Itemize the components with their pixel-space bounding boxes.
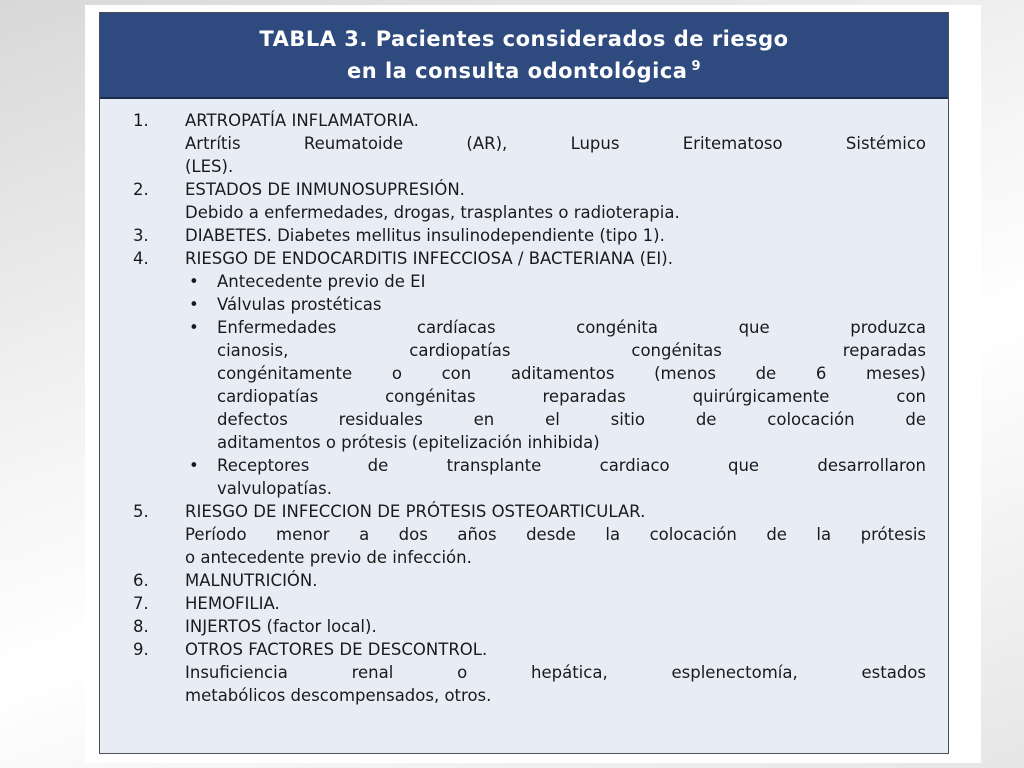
- item-number: 8.: [133, 617, 149, 636]
- list-item-7: [133, 592, 926, 615]
- bullet-text-line: cardiopatías congénitas reparadas quirúrgicamente con: [217, 387, 926, 406]
- item-text-line: (LES).: [185, 157, 234, 176]
- list-item-1: [133, 109, 926, 178]
- table-title-line-2: [347, 53, 701, 85]
- table-title-line-1: TABLA 3. Pacientes considerados de riesgo: [259, 26, 789, 51]
- list-item-6: [133, 569, 926, 592]
- item-number: 6.: [133, 571, 149, 590]
- item-number: 9.: [133, 640, 149, 659]
- item-heading: MALNUTRICIÓN.: [185, 571, 318, 590]
- bullet-item: [185, 454, 926, 500]
- table-body: [100, 99, 948, 707]
- bullet-text-line: cianosis, cardiopatías congénitas reparadas: [217, 341, 926, 360]
- item-heading: RIESGO DE INFECCION DE PRÓTESIS OSTEOARTICULAR.: [185, 502, 646, 521]
- item-number: 5.: [133, 502, 149, 521]
- item-heading: HEMOFILIA.: [185, 594, 280, 613]
- item-heading: RIESGO DE ENDOCARDITIS INFECCIOSA / BACTERIANA (EI).: [185, 249, 673, 268]
- item-heading: INJERTOS (factor local).: [185, 617, 377, 636]
- table-header: [100, 13, 948, 99]
- table-title-reference: 9: [691, 58, 701, 74]
- bullet-text-line: Antecedente previo de EI: [217, 272, 426, 291]
- risk-patients-table: [99, 12, 949, 754]
- item-text-line: metabólicos descompensados, otros.: [185, 686, 492, 705]
- bullet-text-line: aditamentos o prótesis (epitelización inhibida): [217, 433, 600, 452]
- item-text-line: o antecedente previo de infección.: [185, 548, 472, 567]
- item-heading: ESTADOS DE INMUNOSUPRESIÓN.: [185, 180, 465, 199]
- list-item-5: [133, 500, 926, 569]
- list-item-3: [133, 224, 926, 247]
- item-number: 2.: [133, 180, 149, 199]
- bullet-dot-icon: •: [189, 272, 199, 291]
- item-heading: ARTROPATÍA INFLAMATORIA.: [185, 111, 419, 130]
- item-text-line: Debido a enfermedades, drogas, trasplantes o radioterapia.: [185, 203, 680, 222]
- bullet-item: [185, 316, 926, 454]
- list-item-8: [133, 615, 926, 638]
- item-number: 4.: [133, 249, 149, 268]
- list-item-2: [133, 178, 926, 224]
- bullet-text-line: valvulopatías.: [217, 479, 332, 498]
- list-item-9: [133, 638, 926, 707]
- slide: [85, 5, 981, 763]
- bullet-text-line: Receptores de transplante cardiaco que desarrollaron: [217, 456, 926, 475]
- item-text-line: Artrítis Reumatoide (AR), Lupus Eritematoso Sistémico: [185, 134, 926, 153]
- item-heading: DIABETES. Diabetes mellitus insulinodependiente (tipo 1).: [185, 226, 665, 245]
- bullet-text-line: defectos residuales en el sitio de colocación de: [217, 410, 926, 429]
- bullet-item: [185, 293, 926, 316]
- list-item-4: [133, 247, 926, 500]
- bullet-text-line: Enfermedades cardíacas congénita que produzca: [217, 318, 926, 337]
- bullet-text-line: congénitamente o con aditamentos (menos de 6 meses): [217, 364, 926, 383]
- item-text-line: Período menor a dos años desde la colocación de la prótesis: [185, 525, 926, 544]
- bullet-dot-icon: •: [189, 295, 199, 314]
- item-heading: OTROS FACTORES DE DESCONTROL.: [185, 640, 488, 659]
- bullet-text-line: Válvulas prostéticas: [217, 295, 382, 314]
- bullet-dot-icon: •: [189, 318, 199, 337]
- bullet-item: [185, 270, 926, 293]
- bullet-dot-icon: •: [189, 456, 199, 475]
- table-title-line-2-text: en la consulta odontológica: [346, 58, 688, 83]
- item-number: 1.: [133, 111, 149, 130]
- item-text-line: Insuficiencia renal o hepática, esplenectomía, estados: [185, 663, 926, 682]
- item-number: 3.: [133, 226, 149, 245]
- item-number: 7.: [133, 594, 149, 613]
